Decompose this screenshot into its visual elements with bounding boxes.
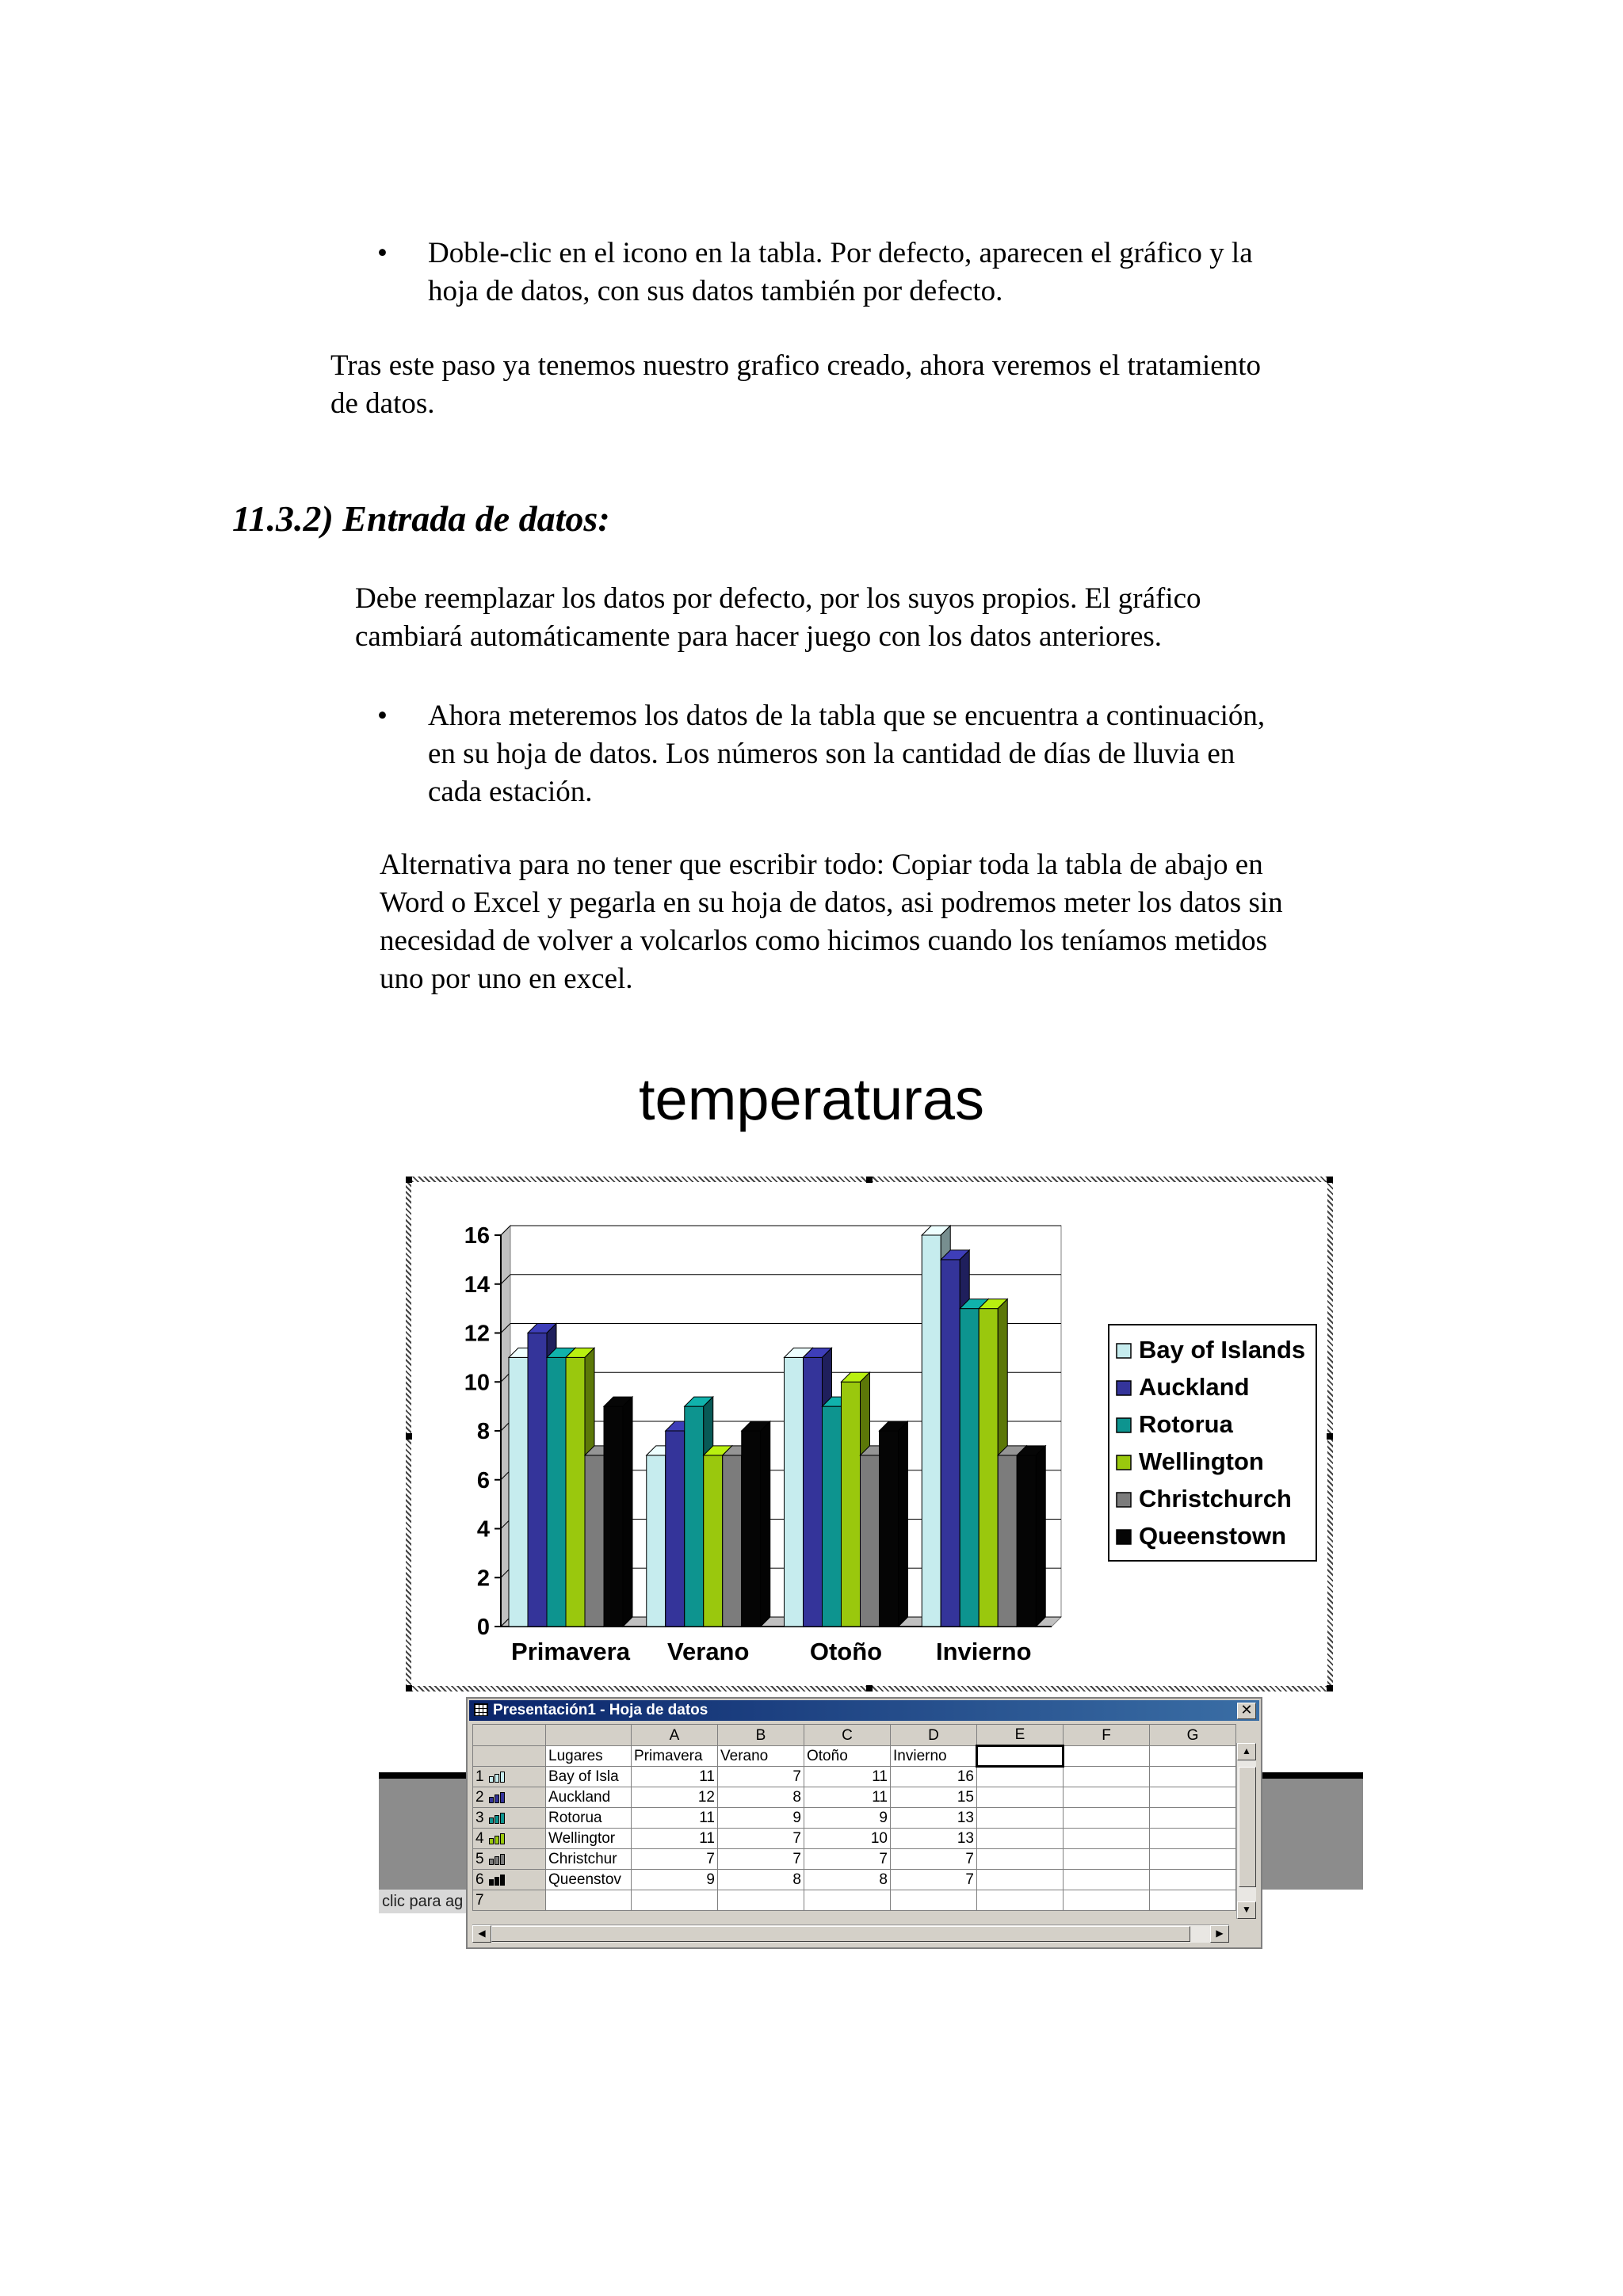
chart-object[interactable] bbox=[406, 1177, 1333, 1691]
bar bbox=[547, 1357, 566, 1627]
table-cell[interactable] bbox=[977, 1849, 1064, 1870]
legend-swatch bbox=[1117, 1493, 1131, 1507]
table-cell[interactable] bbox=[718, 1890, 804, 1911]
bar bbox=[585, 1455, 604, 1627]
datasheet-icon bbox=[474, 1703, 488, 1716]
scroll-thumb[interactable] bbox=[1239, 1767, 1256, 1887]
table-cell[interactable]: 13 bbox=[891, 1808, 977, 1829]
table-cell[interactable]: 16 bbox=[891, 1767, 977, 1787]
table-cell[interactable]: 8 bbox=[804, 1870, 891, 1890]
table-cell[interactable] bbox=[977, 1787, 1064, 1808]
legend-swatch bbox=[1117, 1344, 1131, 1358]
bar bbox=[704, 1455, 723, 1627]
row-header[interactable]: 5 bbox=[473, 1849, 546, 1870]
column-header-row bbox=[473, 1725, 1236, 1746]
table-cell[interactable] bbox=[1064, 1829, 1150, 1849]
resize-handle[interactable] bbox=[1327, 1685, 1333, 1691]
datasheet-window[interactable] bbox=[466, 1697, 1262, 1949]
table-cell[interactable]: 11 bbox=[632, 1808, 718, 1829]
body-paragraph bbox=[330, 347, 1393, 423]
bar bbox=[647, 1455, 666, 1627]
scroll-right-icon[interactable]: ▶ bbox=[1210, 1925, 1229, 1943]
legend-label: Rotorua bbox=[1139, 1410, 1233, 1438]
table-cell[interactable]: Bay of Isla bbox=[546, 1767, 632, 1787]
table-row bbox=[473, 1787, 1236, 1808]
bar bbox=[528, 1333, 547, 1627]
table-cell[interactable]: 10 bbox=[804, 1829, 891, 1849]
table-cell[interactable]: Auckland bbox=[546, 1787, 632, 1808]
table-cell[interactable] bbox=[1064, 1787, 1150, 1808]
status-text: clic para ag bbox=[379, 1890, 477, 1913]
y-tick-label: 10 bbox=[464, 1370, 490, 1396]
text-line: necesidad de volver a volcarlos como hicimos cuando los teníamos metidos bbox=[380, 925, 1267, 957]
table-cell[interactable]: Invierno bbox=[891, 1746, 977, 1767]
table-cell[interactable]: 7 bbox=[891, 1870, 977, 1890]
bar-side bbox=[1036, 1446, 1045, 1627]
y-tick-label: 4 bbox=[476, 1516, 490, 1543]
table-cell[interactable] bbox=[1150, 1870, 1236, 1890]
table-cell[interactable]: Christchur bbox=[546, 1849, 632, 1870]
table-cell[interactable]: 11 bbox=[632, 1829, 718, 1849]
window-title: Presentación1 - Hoja de datos bbox=[493, 1702, 708, 1718]
table-cell[interactable] bbox=[977, 1870, 1064, 1890]
table-cell[interactable] bbox=[1150, 1890, 1236, 1911]
table-cell[interactable]: 7 bbox=[804, 1849, 891, 1870]
table-cell[interactable]: 7 bbox=[718, 1767, 804, 1787]
table-row bbox=[473, 1829, 1236, 1849]
legend-label: Auckland bbox=[1139, 1373, 1250, 1401]
bar bbox=[941, 1260, 960, 1627]
bar bbox=[742, 1431, 761, 1627]
scroll-up-icon[interactable]: ▲ bbox=[1237, 1743, 1256, 1760]
window-titlebar[interactable] bbox=[469, 1700, 1259, 1721]
bar bbox=[842, 1382, 861, 1627]
text-line: cambiará automáticamente para hacer juego con los datos anteriores. bbox=[355, 620, 1163, 653]
series-bar-icon bbox=[489, 1813, 510, 1824]
column-header[interactable] bbox=[546, 1725, 632, 1746]
table-cell[interactable] bbox=[1064, 1890, 1150, 1911]
table-row bbox=[473, 1746, 1236, 1767]
bar bbox=[804, 1357, 823, 1627]
series-bar-icon bbox=[489, 1875, 510, 1886]
column-header[interactable]: A bbox=[632, 1725, 718, 1746]
column-header[interactable]: E bbox=[977, 1725, 1064, 1746]
table-cell[interactable] bbox=[1150, 1787, 1236, 1808]
text-line: uno por uno en excel. bbox=[380, 963, 633, 995]
bullet-paragraph bbox=[428, 235, 1393, 311]
table-cell[interactable]: Lugares bbox=[546, 1746, 632, 1767]
legend-label: Queenstown bbox=[1139, 1522, 1287, 1550]
x-tick-label: Invierno bbox=[935, 1638, 1032, 1665]
table-row bbox=[473, 1870, 1236, 1890]
y-tick-label: 2 bbox=[476, 1566, 490, 1592]
bullet-marker: • bbox=[377, 700, 388, 732]
table-cell[interactable] bbox=[1064, 1849, 1150, 1870]
table-cell[interactable]: Primavera bbox=[632, 1746, 718, 1767]
resize-handle[interactable] bbox=[1327, 1433, 1333, 1440]
bar bbox=[604, 1406, 623, 1627]
bar bbox=[861, 1455, 880, 1627]
table-row bbox=[473, 1890, 1236, 1911]
table-cell[interactable]: 8 bbox=[718, 1787, 804, 1808]
bar-side bbox=[623, 1397, 632, 1627]
column-header[interactable]: B bbox=[718, 1725, 804, 1746]
column-header[interactable]: F bbox=[1064, 1725, 1150, 1746]
bar bbox=[998, 1455, 1017, 1627]
table-cell[interactable]: 11 bbox=[804, 1787, 891, 1808]
row-header[interactable]: 4 bbox=[473, 1829, 546, 1849]
text-line: Ahora meteremos los datos de la tabla que se encuentra a continuación, bbox=[428, 700, 1266, 732]
bar bbox=[880, 1431, 899, 1627]
row-header[interactable]: 1 bbox=[473, 1767, 546, 1787]
table-row bbox=[473, 1849, 1236, 1870]
bar-chart bbox=[411, 1182, 1327, 1686]
table-cell[interactable]: 11 bbox=[804, 1767, 891, 1787]
y-tick-label: 8 bbox=[476, 1419, 490, 1444]
series-bar-icon bbox=[489, 1792, 510, 1803]
table-cell[interactable]: Queenstov bbox=[546, 1870, 632, 1890]
bar bbox=[666, 1431, 685, 1627]
scroll-left-icon[interactable]: ◀ bbox=[472, 1925, 491, 1943]
bar bbox=[960, 1309, 979, 1627]
table-row bbox=[473, 1767, 1236, 1787]
text-line: Tras este paso ya tenemos nuestro grafico creado, ahora veremos el tratamiento bbox=[330, 349, 1261, 382]
table-cell[interactable] bbox=[977, 1829, 1064, 1849]
column-header[interactable]: G bbox=[1150, 1725, 1236, 1746]
table-cell-selected[interactable] bbox=[977, 1746, 1064, 1767]
table-cell[interactable]: Rotorua bbox=[546, 1808, 632, 1829]
horizontal-scrollbar[interactable] bbox=[472, 1924, 1229, 1943]
body-paragraph bbox=[380, 846, 1393, 998]
resize-handle[interactable] bbox=[1327, 1177, 1333, 1183]
table-cell[interactable] bbox=[1150, 1767, 1236, 1787]
bar bbox=[922, 1235, 941, 1627]
table-cell[interactable]: Wellingtor bbox=[546, 1829, 632, 1849]
table-cell[interactable]: 12 bbox=[632, 1787, 718, 1808]
legend-label: Wellington bbox=[1139, 1447, 1264, 1475]
series-bar-icon bbox=[489, 1772, 510, 1783]
bullet-paragraph bbox=[428, 697, 1393, 811]
text-line: en su hoja de datos. Los números son la cantidad de días de lluvia en bbox=[428, 738, 1235, 770]
table-cell[interactable] bbox=[1150, 1746, 1236, 1767]
y-tick-label: 14 bbox=[464, 1272, 490, 1298]
text-line: Debe reemplazar los datos por defecto, por los suyos propios. El gráfico bbox=[355, 582, 1201, 615]
table-cell[interactable]: 7 bbox=[718, 1829, 804, 1849]
series-bar-icon bbox=[489, 1854, 510, 1865]
scroll-thumb[interactable] bbox=[491, 1926, 1190, 1942]
text-line: Alternativa para no tener que escribir todo: Copiar toda la tabla de abajo en bbox=[380, 849, 1263, 881]
bar bbox=[566, 1357, 585, 1627]
row-header[interactable] bbox=[473, 1746, 546, 1767]
table-cell[interactable] bbox=[1150, 1808, 1236, 1829]
text-line: cada estación. bbox=[428, 776, 593, 808]
table-cell[interactable] bbox=[1150, 1829, 1236, 1849]
text-line: hoja de datos, con sus datos también por defecto. bbox=[428, 275, 1003, 307]
legend-swatch bbox=[1117, 1530, 1131, 1544]
table-cell[interactable] bbox=[977, 1890, 1064, 1911]
legend-swatch bbox=[1117, 1418, 1131, 1432]
vertical-scrollbar[interactable] bbox=[1236, 1743, 1256, 1919]
scroll-down-icon[interactable]: ▼ bbox=[1237, 1901, 1256, 1919]
table-cell[interactable] bbox=[1064, 1808, 1150, 1829]
row-header[interactable]: 3 bbox=[473, 1808, 546, 1829]
table-cell[interactable] bbox=[1064, 1870, 1150, 1890]
resize-handle[interactable] bbox=[406, 1685, 412, 1691]
series-bar-icon bbox=[489, 1833, 510, 1844]
table-cell[interactable]: Otoño bbox=[804, 1746, 891, 1767]
table-cell[interactable]: 9 bbox=[632, 1870, 718, 1890]
table-cell[interactable]: 9 bbox=[804, 1808, 891, 1829]
table-cell[interactable] bbox=[546, 1890, 632, 1911]
bar bbox=[509, 1357, 528, 1627]
bar bbox=[685, 1406, 704, 1627]
table-cell[interactable]: 7 bbox=[718, 1849, 804, 1870]
table-cell[interactable] bbox=[1064, 1746, 1150, 1767]
table-cell[interactable]: Verano bbox=[718, 1746, 804, 1767]
bar bbox=[979, 1309, 998, 1627]
table-cell[interactable] bbox=[1064, 1767, 1150, 1787]
table-row bbox=[473, 1808, 1236, 1829]
bullet-marker: • bbox=[377, 237, 388, 269]
table-cell[interactable]: 11 bbox=[632, 1767, 718, 1787]
row-header[interactable]: 7 bbox=[473, 1890, 546, 1911]
y-tick-label: 16 bbox=[464, 1223, 490, 1249]
text-line: Doble-clic en el icono en la tabla. Por defecto, aparecen el gráfico y la bbox=[428, 237, 1253, 269]
legend-label: Christchurch bbox=[1139, 1485, 1292, 1512]
y-tick-label: 12 bbox=[464, 1321, 490, 1347]
text-line: Word o Excel y pegarla en su hoja de datos, asi podremos meter los datos sin bbox=[380, 887, 1283, 919]
legend-swatch bbox=[1117, 1381, 1131, 1395]
body-paragraph bbox=[355, 580, 1393, 656]
table-cell[interactable]: 13 bbox=[891, 1829, 977, 1849]
x-tick-label: Verano bbox=[667, 1638, 750, 1665]
bar bbox=[823, 1406, 842, 1627]
resize-handle[interactable] bbox=[866, 1685, 873, 1691]
legend-swatch bbox=[1117, 1455, 1131, 1470]
table-cell[interactable] bbox=[977, 1808, 1064, 1829]
bar bbox=[785, 1357, 804, 1627]
y-tick-label: 0 bbox=[476, 1615, 490, 1640]
x-tick-label: Primavera bbox=[511, 1638, 630, 1665]
bar bbox=[1017, 1455, 1036, 1627]
section-heading: 11.3.2) Entrada de datos: bbox=[232, 498, 610, 539]
text-line: de datos. bbox=[330, 387, 435, 420]
datasheet-grid[interactable] bbox=[472, 1724, 1236, 1911]
table-cell[interactable]: 7 bbox=[891, 1849, 977, 1870]
bar-side bbox=[761, 1421, 770, 1627]
bar bbox=[723, 1455, 742, 1627]
table-cell[interactable]: 7 bbox=[632, 1849, 718, 1870]
table-cell[interactable] bbox=[891, 1890, 977, 1911]
x-tick-label: Otoño bbox=[809, 1638, 883, 1665]
bar-side bbox=[899, 1421, 908, 1627]
row-header[interactable]: 6 bbox=[473, 1870, 546, 1890]
row-header[interactable]: 2 bbox=[473, 1787, 546, 1808]
column-header[interactable]: C bbox=[804, 1725, 891, 1746]
table-cell[interactable]: 9 bbox=[718, 1808, 804, 1829]
y-tick-label: 6 bbox=[476, 1467, 490, 1493]
table-cell[interactable] bbox=[977, 1767, 1064, 1787]
table-cell[interactable] bbox=[804, 1890, 891, 1911]
column-header[interactable]: D bbox=[891, 1725, 977, 1746]
close-button[interactable]: ✕ bbox=[1237, 1703, 1256, 1719]
legend-label: Bay of Islands bbox=[1139, 1336, 1306, 1363]
table-cell[interactable]: 15 bbox=[891, 1787, 977, 1808]
table-cell[interactable]: 8 bbox=[718, 1870, 804, 1890]
chart-title: temperaturas bbox=[639, 1066, 984, 1132]
table-cell[interactable] bbox=[1150, 1849, 1236, 1870]
table-cell[interactable] bbox=[632, 1890, 718, 1911]
corner-cell[interactable] bbox=[473, 1725, 546, 1746]
